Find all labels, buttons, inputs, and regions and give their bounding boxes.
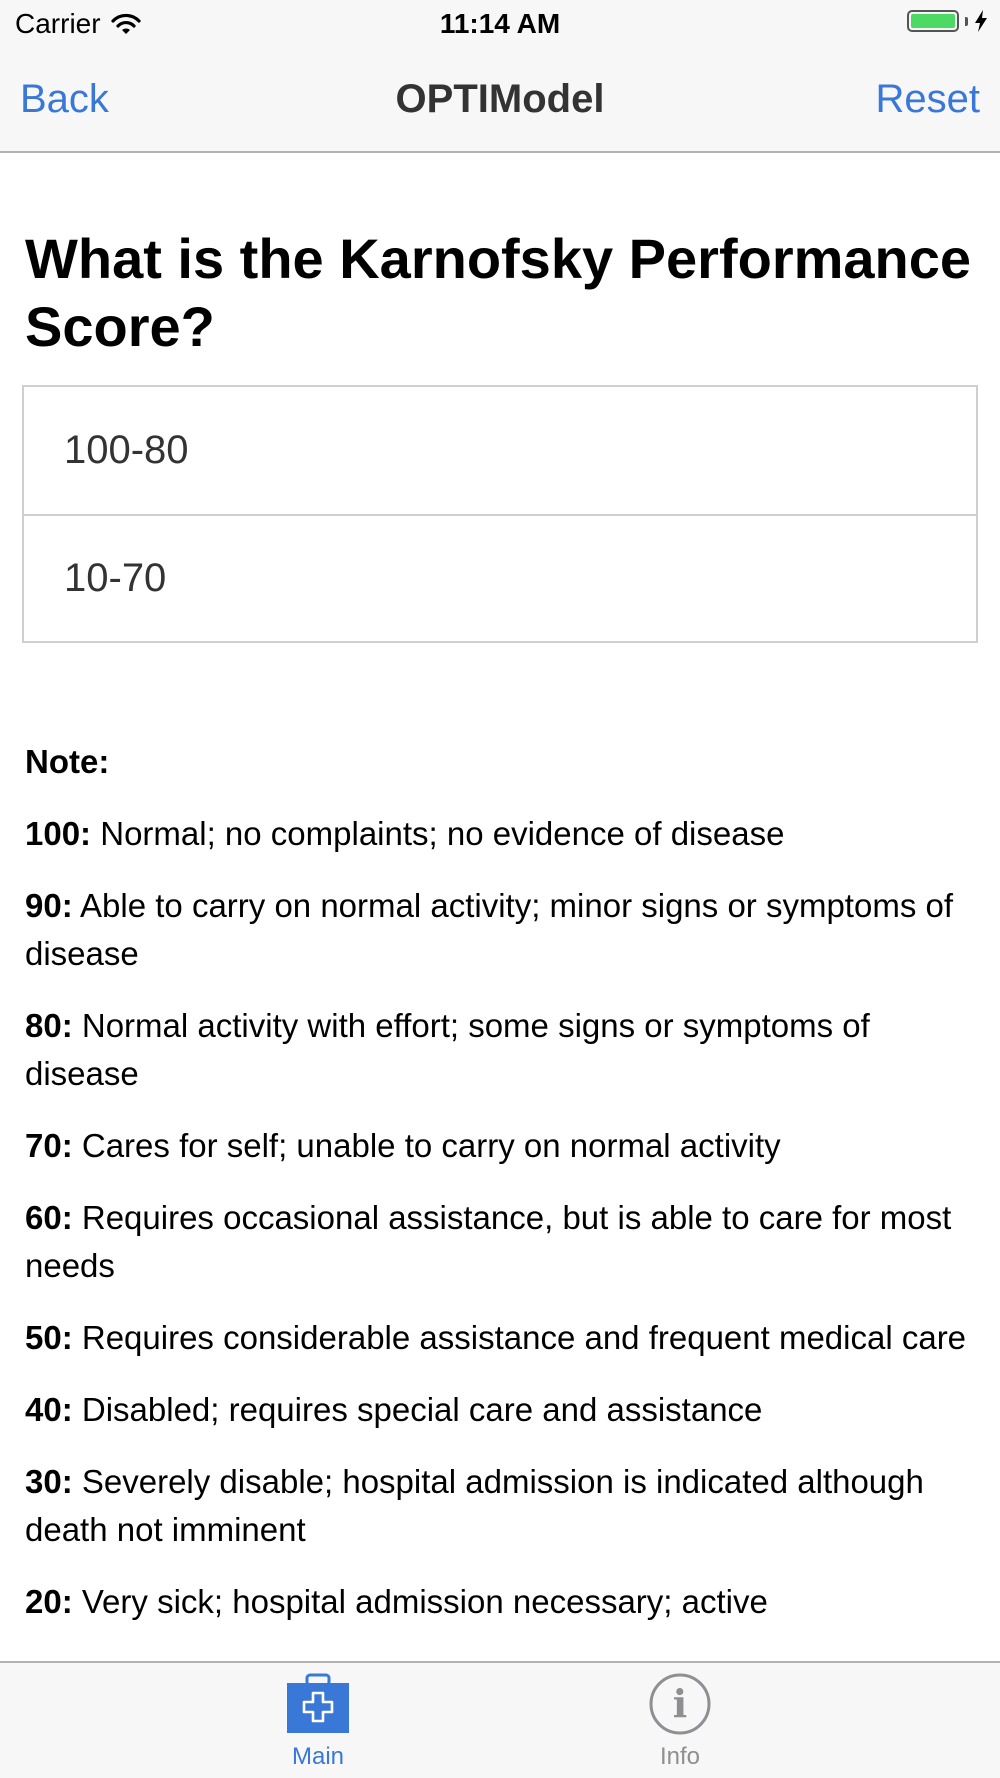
medical-kit-icon <box>285 1673 351 1735</box>
note-score: 60: <box>25 1199 73 1236</box>
note-text: Severely disable; hospital admission is indicated although death not imminent <box>25 1463 924 1548</box>
note-item-40 <box>25 1386 975 1434</box>
note-text: Cares for self; unable to carry on normal activity <box>72 1127 781 1164</box>
tab-info-label: Info <box>659 1743 701 1770</box>
option-100-80[interactable]: 100-80 <box>64 428 189 472</box>
note-score: 90: <box>25 887 73 924</box>
note-text: Normal activity with effort; some signs or symptoms of disease <box>25 1007 870 1092</box>
note-item-30 <box>25 1458 975 1554</box>
question-title: What is the Karnofsky Performance Score? <box>25 227 972 358</box>
note-item-20 <box>25 1578 975 1626</box>
reset-button[interactable]: Reset <box>875 77 980 121</box>
navigation-bar <box>0 50 1000 153</box>
note-text: Able to carry on normal activity; minor signs or symptoms of disease <box>25 887 954 972</box>
note-score: 70: <box>25 1127 73 1164</box>
note-score: 40: <box>25 1391 73 1428</box>
answer-options <box>22 385 978 643</box>
note-text: Disabled; requires special care and assistance <box>72 1391 763 1428</box>
score-notes <box>25 738 975 1650</box>
note-text: Very sick; hospital admission necessary; active <box>72 1583 768 1620</box>
note-item-50 <box>25 1314 975 1362</box>
svg-text:i: i <box>672 1681 688 1726</box>
note-text: Requires considerable assistance and frequent medical care <box>72 1319 967 1356</box>
tab-main[interactable] <box>238 1673 398 1771</box>
note-text: Normal; no complaints; no evidence of disease <box>91 815 785 852</box>
note-score: 20: <box>25 1583 73 1620</box>
carrier-label: Carrier <box>15 8 101 39</box>
nav-title: OPTIModel <box>395 77 605 121</box>
option-10-70[interactable]: 10-70 <box>24 514 976 641</box>
battery-indicator <box>907 10 988 32</box>
info-icon <box>647 1673 713 1735</box>
tab-main-label: Main <box>291 1743 345 1770</box>
note-score: 30: <box>25 1463 73 1500</box>
battery-tip <box>965 17 968 26</box>
battery-level <box>911 14 955 28</box>
note-score: 80: <box>25 1007 73 1044</box>
tab-bar <box>0 1661 1000 1778</box>
note-item-80 <box>25 1002 975 1098</box>
charging-bolt-icon <box>974 10 988 32</box>
tab-info[interactable] <box>600 1673 760 1771</box>
status-bar <box>0 0 1000 50</box>
back-button[interactable]: Back <box>20 77 109 121</box>
note-item-60 <box>25 1194 975 1290</box>
note-text: Requires occasional assistance, but is able to care for most needs <box>25 1199 952 1284</box>
note-item-100 <box>25 810 975 858</box>
note-item-90 <box>25 882 975 978</box>
note-item-70 <box>25 1122 975 1170</box>
status-time: 11:14 AM <box>439 8 561 39</box>
note-score: 100: <box>25 815 92 852</box>
note-heading: Note: <box>25 743 110 780</box>
note-score: 50: <box>25 1319 73 1356</box>
main-content[interactable] <box>0 153 1000 1661</box>
battery-icon <box>907 10 959 32</box>
